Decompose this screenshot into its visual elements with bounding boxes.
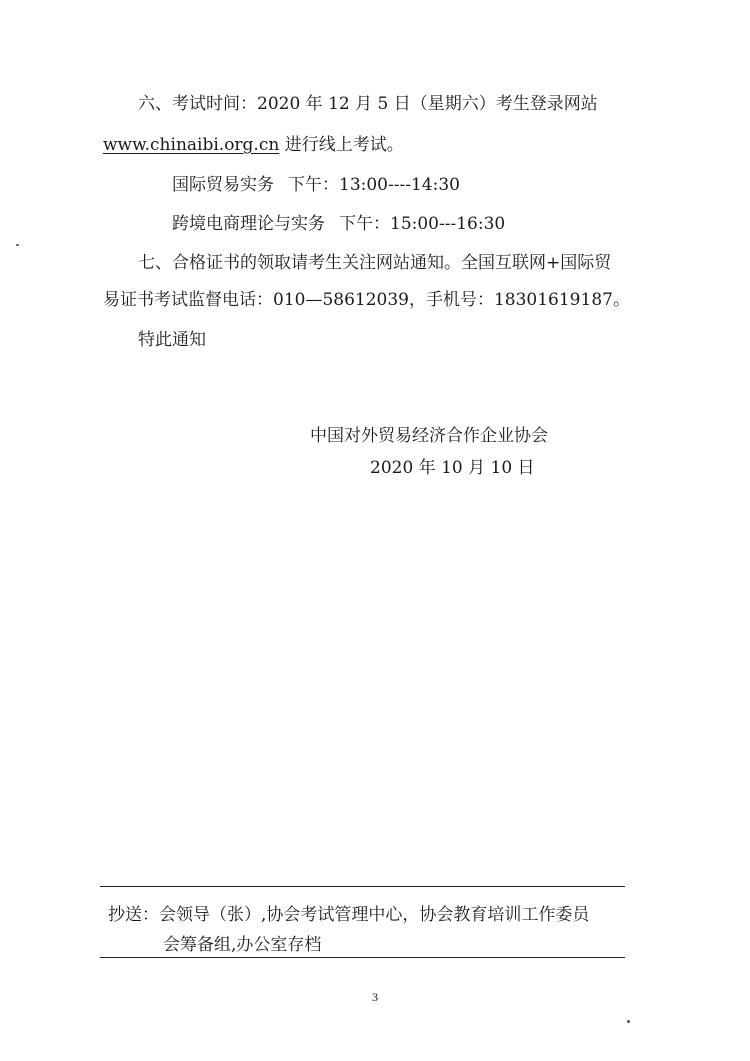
- schedule-row: [172, 173, 460, 197]
- exam-time-line: 六、考试时间：2020 年 12 月 5 日（星期六）考生登录网站: [138, 94, 598, 114]
- signature-date: 2020 年 10 月 10 日: [370, 458, 535, 478]
- closing-text: 特此通知: [138, 330, 206, 350]
- signature-org: 中国对外贸易经济合作企业协会: [310, 426, 548, 446]
- exam-website-suffix: 进行线上考试。: [279, 135, 404, 155]
- schedule-subject: 跨境电商理论与实务: [172, 214, 325, 234]
- scan-speck: [16, 244, 19, 246]
- exam-website-line: [103, 133, 404, 157]
- schedule-time: 下午：15:00---16:30: [339, 214, 506, 234]
- supervision-phone-line: 易证书考试监督电话：010—58612039，手机号：18301619187。: [103, 290, 630, 310]
- page-number: 3: [372, 990, 378, 1004]
- cc-top-rule: [100, 886, 625, 887]
- cc-line-2: 会筹备组,办公室存档: [163, 935, 322, 955]
- schedule-subject: 国际贸易实务: [172, 175, 274, 195]
- schedule-time: 下午：13:00----14:30: [288, 175, 460, 195]
- certificate-notice-line: 七、合格证书的领取请考生关注网站通知。全国互联网+国际贸: [138, 253, 612, 273]
- scan-speck: [627, 1020, 630, 1023]
- cc-bottom-rule: [100, 957, 625, 958]
- schedule-row: [172, 212, 505, 236]
- exam-website-link[interactable]: www.chinaibi.org.cn: [103, 135, 280, 155]
- cc-line-1: 抄送：会领导（张）,协会考试管理中心，协会教育培训工作委员: [108, 905, 590, 925]
